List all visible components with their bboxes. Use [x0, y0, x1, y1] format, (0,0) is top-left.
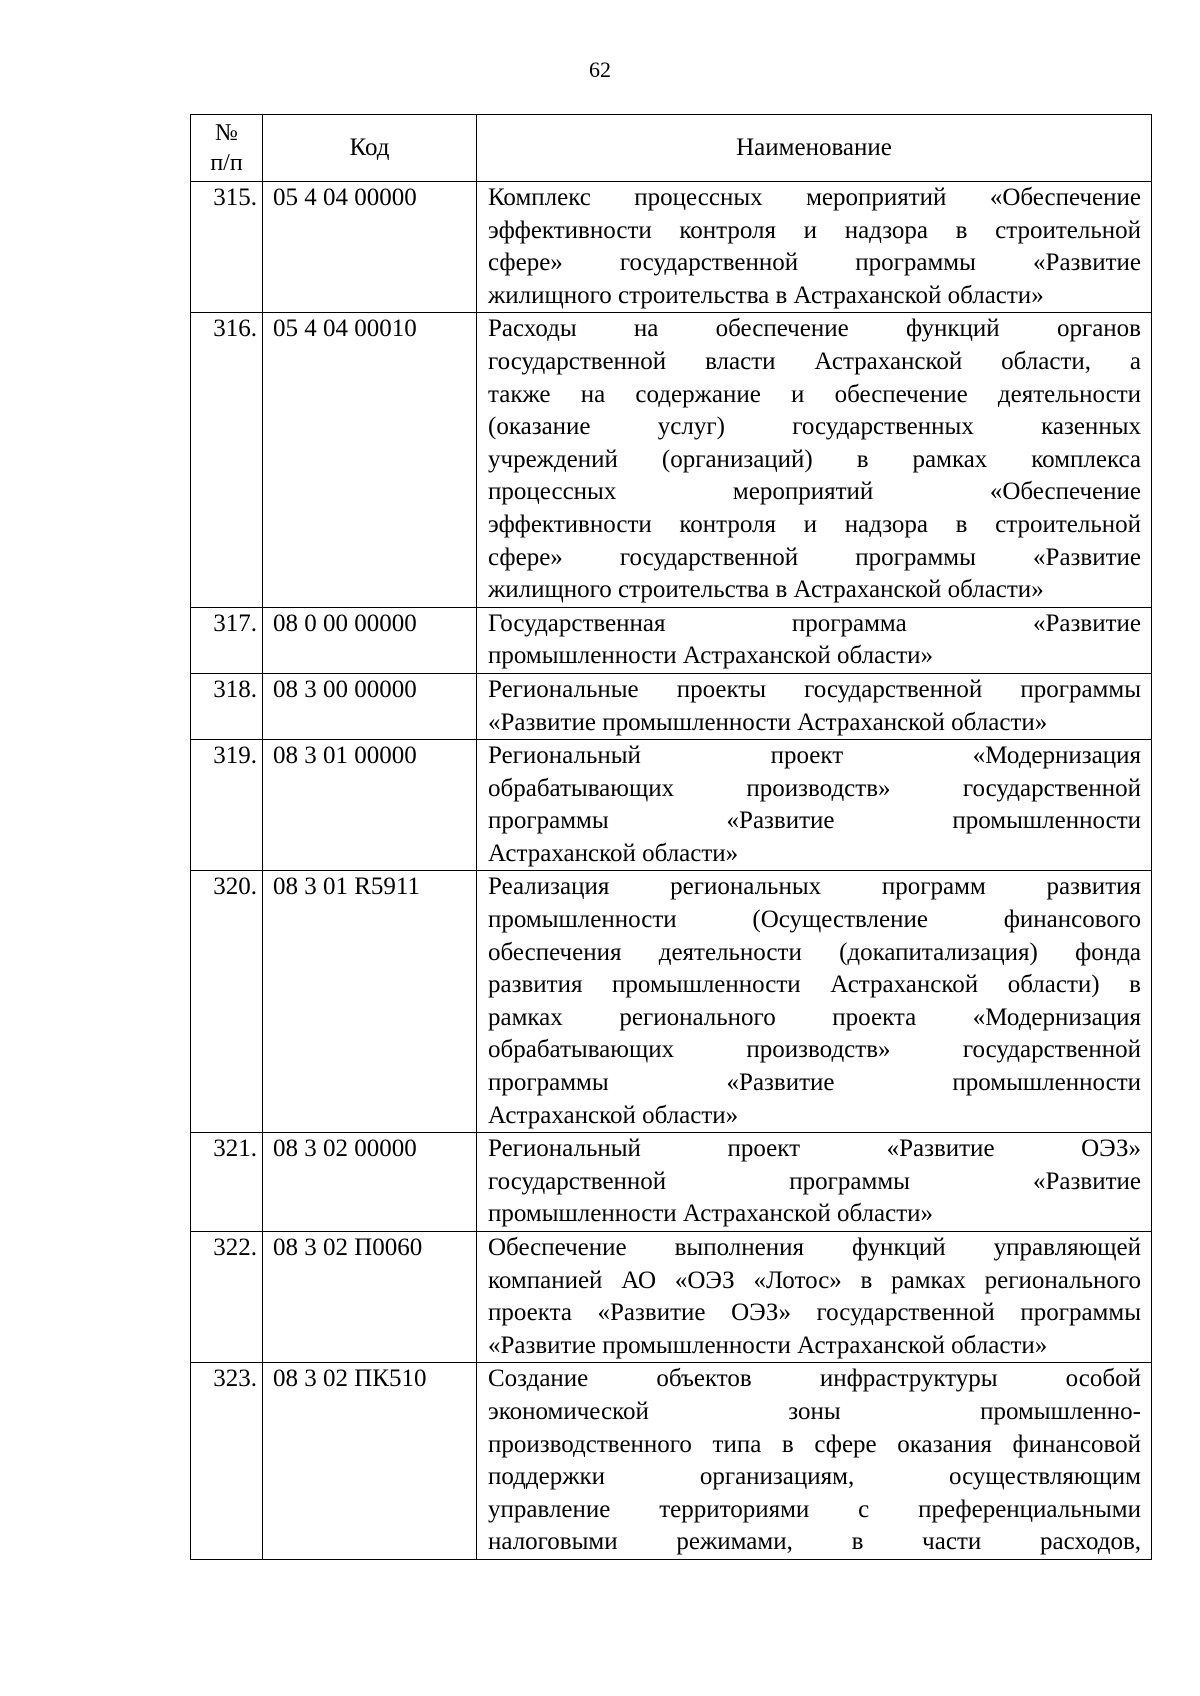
table-row	[191, 740, 1152, 871]
budget-classification-table	[190, 114, 1152, 1560]
item-name-line: рамках регионального проекта «Модернизация	[488, 1003, 1141, 1031]
item-name-line: Реализация региональных программ развития	[488, 873, 1141, 901]
budget-code: 05 4 04 00010	[263, 313, 477, 607]
item-name	[477, 1363, 1152, 1560]
item-name-line: промышленности Астраханской области»	[488, 642, 934, 670]
row-number: 320.	[191, 871, 263, 1133]
table-row	[191, 673, 1152, 739]
item-name-line: обеспечения деятельности (докапитализация) фонда	[488, 938, 1141, 966]
budget-code: 08 3 01 00000	[263, 740, 477, 871]
header-row-number	[191, 115, 263, 182]
item-name-line: программы «Развитие промышленности	[488, 1069, 1141, 1097]
table-row	[191, 182, 1152, 313]
budget-code: 08 3 02 П0060	[263, 1232, 477, 1363]
item-name-line: сфере» государственной программы «Развитие	[488, 249, 1141, 277]
item-name-line: Комплекс процессных мероприятий «Обеспечение	[488, 184, 1141, 211]
item-name-line: также на содержание и обеспечение деятельности	[488, 380, 1141, 408]
item-name-line: эффективности контроля и надзора в строительной	[488, 510, 1141, 538]
item-name	[477, 313, 1152, 607]
item-name-line: обрабатывающих производств» государственной	[488, 1036, 1141, 1064]
item-name-line: экономической зоны промышленно-	[488, 1397, 1141, 1425]
item-name-line: проекта «Развитие ОЭЗ» государственной программы	[488, 1299, 1141, 1327]
item-name-line: промышленности (Осуществление финансового	[488, 906, 1141, 934]
budget-code: 08 3 01 R5911	[263, 871, 477, 1133]
item-name-line: Региональные проекты государственной программы	[488, 675, 1141, 703]
header-name: Наименование	[477, 115, 1152, 182]
budget-code: 08 3 00 00000	[263, 673, 477, 739]
table-row	[191, 313, 1152, 607]
item-name-line: (оказание услуг) государственных казенных	[488, 413, 1141, 441]
header-code: Код	[263, 115, 477, 182]
page-number: 62	[589, 57, 611, 82]
row-number: 317.	[191, 607, 263, 673]
table-row	[191, 1133, 1152, 1232]
table-body	[191, 182, 1152, 1560]
table-header-row	[191, 115, 1152, 182]
item-name-line: производственного типа в сфере оказания финансовой	[488, 1430, 1141, 1458]
item-name-line: обрабатывающих производств» государственной	[488, 774, 1141, 802]
item-name	[477, 740, 1152, 871]
item-name-line: учреждений (организаций) в рамках комплекса	[488, 445, 1141, 473]
row-number: 319.	[191, 740, 263, 871]
item-name-line: государственной власти Астраханской области, а	[488, 347, 1141, 375]
budget-code: 08 3 02 00000	[263, 1133, 477, 1232]
item-name-line: Создание объектов инфраструктуры особой	[488, 1365, 1141, 1393]
item-name-line: налоговыми режимами, в части расходов,	[488, 1528, 1141, 1556]
item-name-line: промышленности Астраханской области»	[488, 1200, 934, 1228]
item-name-line: «Развитие промышленности Астраханской области»	[488, 1331, 1048, 1359]
item-name-line: управление территориями с преференциальными	[488, 1495, 1141, 1523]
item-name-line: эффективности контроля и надзора в строительной	[488, 216, 1141, 244]
table-row	[191, 1232, 1152, 1363]
item-name-line: развития промышленности Астраханской области) в	[488, 971, 1141, 999]
item-name	[477, 673, 1152, 739]
item-name-line: сфере» государственной программы «Развитие	[488, 543, 1141, 571]
item-name-line: Региональный проект «Модернизация	[488, 742, 1141, 770]
row-number: 316.	[191, 313, 263, 607]
budget-code: 05 4 04 00000	[263, 182, 477, 313]
row-number: 318.	[191, 673, 263, 739]
row-number: 315.	[191, 182, 263, 313]
row-number: 323.	[191, 1363, 263, 1560]
item-name-line: Астраханской области»	[488, 839, 739, 867]
item-name-line: процессных мероприятий «Обеспечение	[488, 478, 1141, 506]
budget-code: 08 0 00 00000	[263, 607, 477, 673]
item-name-line: Астраханской области»	[488, 1101, 739, 1129]
item-name	[477, 1133, 1152, 1232]
budget-code: 08 3 02 ПК510	[263, 1363, 477, 1560]
item-name-line: государственной программы «Развитие	[488, 1167, 1141, 1195]
item-name	[477, 182, 1152, 313]
item-name-line: жилищного строительства в Астраханской области»	[488, 576, 1044, 604]
item-name-line: Расходы на обеспечение функций органов	[488, 315, 1141, 343]
table-row	[191, 607, 1152, 673]
table-row	[191, 1363, 1152, 1560]
item-name	[477, 1232, 1152, 1363]
item-name-line: компанией АО «ОЭЗ «Лотос» в рамках регионального	[488, 1266, 1141, 1294]
item-name-line: Региональный проект «Развитие ОЭЗ»	[488, 1135, 1141, 1163]
row-number: 322.	[191, 1232, 263, 1363]
item-name-line: поддержки организациям, осуществляющим	[488, 1463, 1141, 1491]
item-name	[477, 607, 1152, 673]
row-number: 321.	[191, 1133, 263, 1232]
item-name-line: Государственная программа «Развитие	[488, 609, 1141, 637]
item-name-line: жилищного строительства в Астраханской области»	[488, 281, 1044, 309]
item-name-line: программы «Развитие промышленности	[488, 807, 1141, 835]
item-name	[477, 871, 1152, 1133]
header-number-sign: №	[215, 120, 238, 146]
item-name-line: Обеспечение выполнения функций управляющей	[488, 1234, 1141, 1261]
item-name-line: «Развитие промышленности Астраханской области»	[488, 708, 1048, 736]
table-row	[191, 871, 1152, 1133]
header-pp: п/п	[210, 150, 243, 176]
